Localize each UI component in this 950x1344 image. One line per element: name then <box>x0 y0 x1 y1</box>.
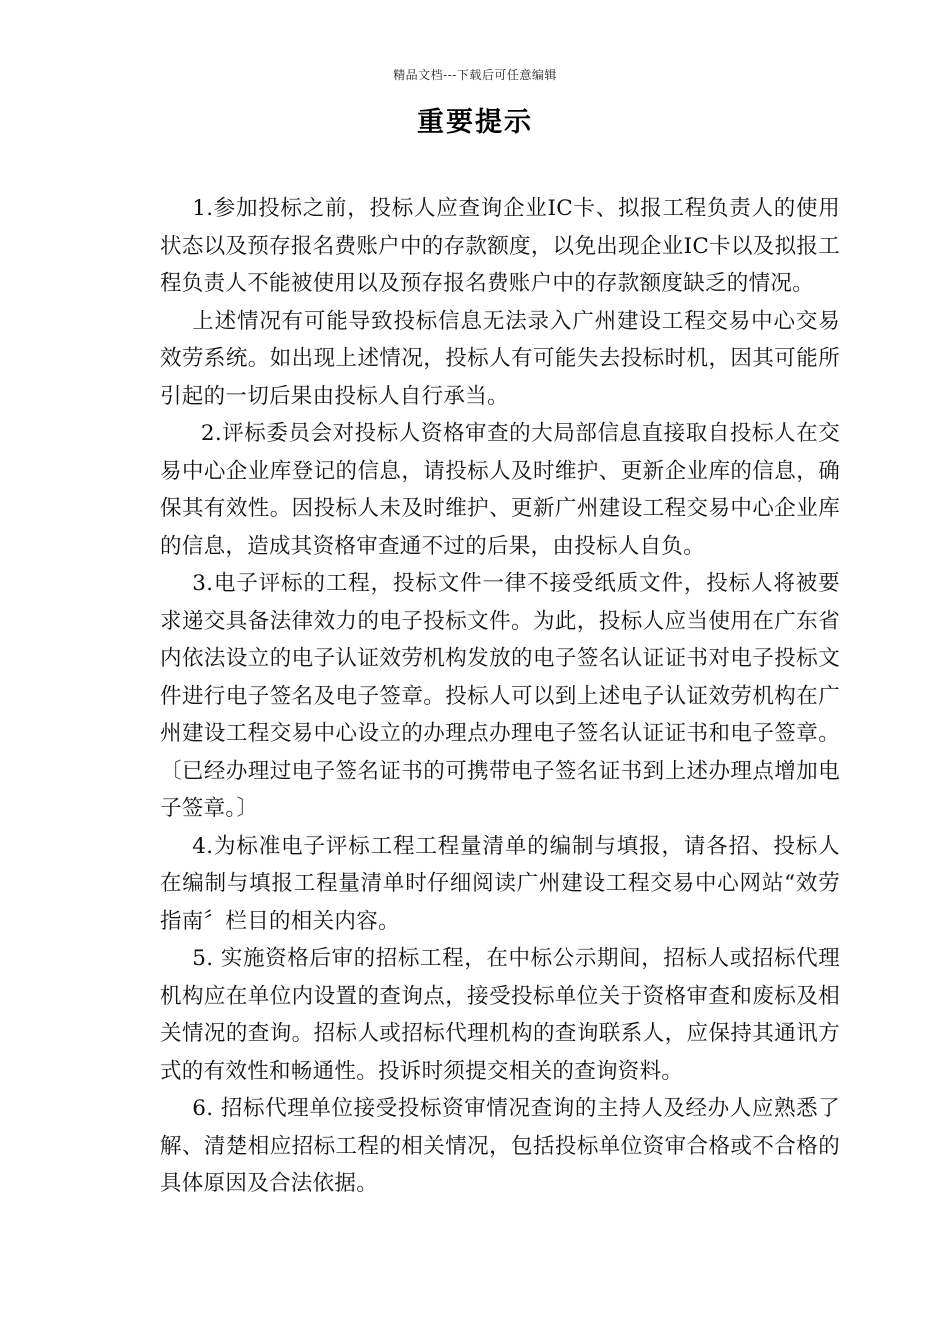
page-title: 重要提示 <box>417 107 533 138</box>
paragraph-4: 3.电子评标的工程，投标文件一律不接受纸质文件，投标人将被要求递交具备法律效力的电子投标文件。为此，投标人应当使用在广东省内依法设立的电子认证效劳机构发放的电子签名认证证书对电子投标文件进行电子签名及电子签章。投标人可以到上述电子认证效劳机构在广州建设工程交易中心设立的办理点办理电子签名认证证书和电子签章。〔已经办理过电子签名证书的可携带电子签名证书到上述办理点增加电子签章。〕 <box>160 571 840 821</box>
document-body <box>160 190 840 1203</box>
paragraph-2: 上述情况有可能导致投标信息无法录入广州建设工程交易中心交易效劳系统。如出现上述情况，投标人有可能失去投标时机，因其可能所引起的一切后果由投标人自行承当。 <box>160 308 840 409</box>
paragraph-5: 4.为标准电子评标工程工程量清单的编制与填报，请各招、投标人在编制与填报工程量清单时仔细阅读广州建设工程交易中心网站“效劳指南〞栏目的相关内容。 <box>160 833 840 934</box>
header-note: 精品文档---下载后可任意编辑 <box>393 68 557 82</box>
paragraph-7: 6. 招标代理单位接受投标资审情况查询的主持人及经办人应熟悉了解、清楚相应招标工程的相关情况，包括投标单位资审合格或不合格的具体原因及合法依据。 <box>160 1096 840 1196</box>
paragraph-1: 1.参加投标之前，投标人应查询企业IC卡、拟报工程负责人的使用状态以及预存报名费账户中的存款额度，以免出现企业IC卡以及拟报工程负责人不能被使用以及预存报名费账户中的存款额度缺乏的情况。 <box>160 196 840 296</box>
paragraph-3: 2.评标委员会对投标人资格审查的大局部信息直接取自投标人在交易中心企业库登记的信息，请投标人及时维护、更新企业库的信息，确保其有效性。因投标人未及时维护、更新广州建设工程交易中心企业库的信息，造成其资格审查通不过的后果，由投标人自负。 <box>160 421 840 559</box>
paragraph-6: 5. 实施资格后审的招标工程，在中标公示期间，招标人或招标代理机构应在单位内设置的查询点，接受投标单位关于资格审查和废标及相关情况的查询。招标人或招标代理机构的查询联系人，应保持其通讯方式的有效性和畅通性。投诉时须提交相关的查询资料。 <box>160 946 840 1084</box>
